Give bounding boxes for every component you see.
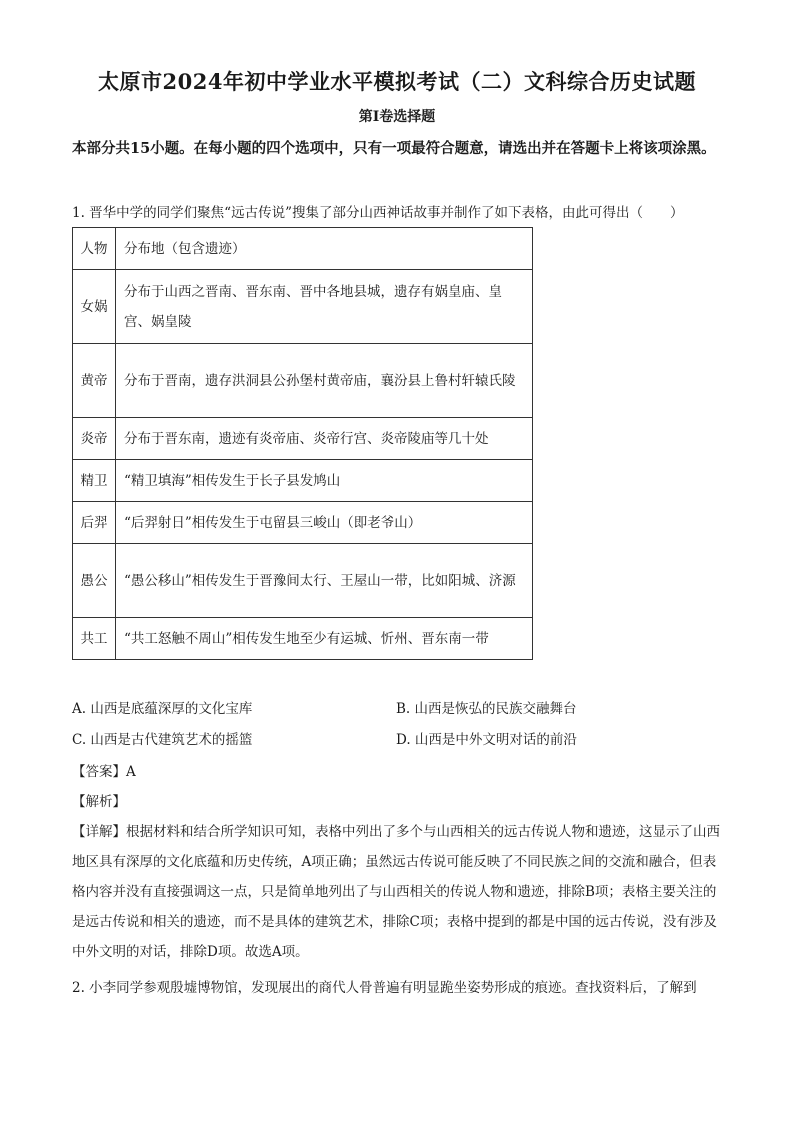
answer-line <box>72 760 136 780</box>
question-2-stem: 2. 小李同学参观殷墟博物馆，发现展出的商代人骨普遍有明显跪坐姿势形成的痕迹。查找资料后，了解到 <box>72 980 697 996</box>
exam-title: 太原市2024年初中学业水平模拟考试（二）文科综合历史试题 <box>98 69 696 94</box>
table-row <box>73 418 533 460</box>
table-cell: 炎帝 <box>73 418 116 460</box>
table-cell: 女娲 <box>73 270 116 344</box>
answer-value: A <box>126 764 136 780</box>
table-cell: “愚公移山”相传发生于晋豫间太行、王屋山一带，比如阳城、济源 <box>116 544 533 618</box>
table-row <box>73 270 533 344</box>
detail-text: 根据材料和结合所学知识可知，表格中列出了多个与山西相关的远古传说人物和遗迹，这显示了山西地区具有深厚的文化底蕴和历史传统，A项正确；虽然远古传说可能反映了不同民族之间的交流和融合，但表格内容并没有直接强调这一点，只是简单地列出了与山西相关的传说人物和遗迹，排除B项；表格主要关注的是远古传说和相关的遗迹，而不是具体的建筑艺术，排除C项；表格中提到的都是中国的远古传说，没有涉及中外文明的对话，排除D项。故选A项。 <box>72 824 720 960</box>
table-cell: 精卫 <box>73 460 116 502</box>
table-cell: 黄帝 <box>73 344 116 418</box>
answer-label: 【答案】 <box>72 764 126 780</box>
table-row <box>73 618 533 660</box>
table-cell: 分布于晋东南，遗迹有炎帝庙、炎帝行宫、炎帝陵庙等几十处 <box>116 418 533 460</box>
instructions: 本部分共15小题。在每小题的四个选项中，只有一项最符合题意，请选出并在答题卡上将该项涂黑。 <box>72 140 716 157</box>
analysis-label: 【解析】 <box>72 794 126 810</box>
table-cell: “精卫填海”相传发生于长子县发鸠山 <box>116 460 533 502</box>
section-title: 第Ⅰ卷选择题 <box>358 109 436 125</box>
option-c: C. 山西是古代建筑艺术的摇篮 <box>72 732 253 748</box>
table-row <box>73 460 533 502</box>
table-cell: 后羿 <box>73 502 116 544</box>
table-header-cell: 分布地（包含遗迹） <box>116 228 533 270</box>
table-cell: 愚公 <box>73 544 116 618</box>
question-1-stem: 1. 晋华中学的同学们聚焦“远古传说”搜集了部分山西神话故事并制作了如下表格，由此可得出（ ） <box>72 205 684 221</box>
table-cell: 共工 <box>73 618 116 660</box>
option-a: A. 山西是底蕴深厚的文化宝库 <box>72 701 253 717</box>
option-b: B. 山西是恢弘的民族交融舞台 <box>396 701 577 717</box>
table-row <box>73 544 533 618</box>
table-row <box>73 502 533 544</box>
table-cell: “后羿射日”相传发生于屯留县三峻山（即老爷山） <box>116 502 533 544</box>
detail-paragraph <box>72 817 722 967</box>
table-cell: 分布于晋南，遗存洪洞县公孙堡村黄帝庙，襄汾县上鲁村轩辕氏陵 <box>116 344 533 418</box>
table-header-cell: 人物 <box>73 228 116 270</box>
option-d: D. 山西是中外文明对话的前沿 <box>396 732 577 748</box>
myth-table <box>72 227 533 660</box>
detail-label: 【详解】 <box>72 824 126 840</box>
table-cell: “共工怒触不周山”相传发生地至少有运城、忻州、晋东南一带 <box>116 618 533 660</box>
table-row <box>73 344 533 418</box>
table-header-row <box>73 228 533 270</box>
table-cell: 分布于山西之晋南、晋东南、晋中各地县城，遗存有娲皇庙、皇宫、娲皇陵 <box>116 270 533 344</box>
